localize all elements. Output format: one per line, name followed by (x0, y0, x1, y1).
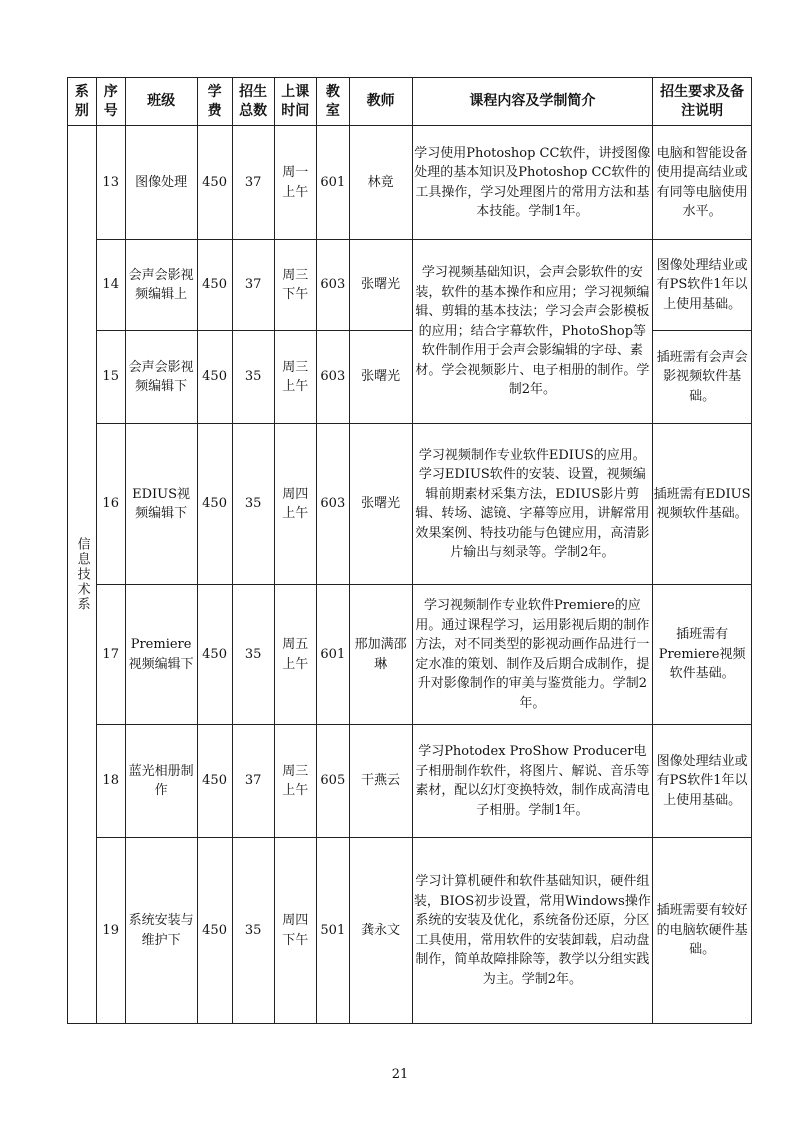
teacher-cell: 张曙光 (349, 240, 412, 331)
time-cell: 周四上午 (274, 424, 316, 585)
class-cell: EDIUS视频编辑下 (125, 424, 197, 585)
fee-cell: 450 (197, 126, 232, 240)
teacher-cell: 张曙光 (349, 424, 412, 585)
room-cell: 601 (316, 585, 349, 725)
header-room: 教室 (316, 78, 349, 126)
fee-cell: 450 (197, 585, 232, 725)
room-cell: 603 (316, 240, 349, 331)
table-row (68, 838, 752, 1024)
room-cell: 603 (316, 424, 349, 585)
table-row (68, 240, 752, 331)
seq-cell: 14 (96, 240, 125, 331)
header-time: 上课时间 (274, 78, 316, 126)
req-cell: 插班需要有较好的电脑软硬件基础。 (653, 838, 752, 1024)
fee-cell: 450 (197, 331, 232, 424)
desc-cell: 学习视频基础知识，会声会影软件的安装，软件的基本操作和应用；学习视频编辑、剪辑的基本技法；学习会声会影模板的应用；结合字幕软件，PhotoShop等软件制作用于会声会影编辑的字母、素材。学会视频影片、电子相册的制作。学制2年。 (412, 240, 653, 424)
table-row (68, 126, 752, 240)
header-quota: 招生总数 (232, 78, 274, 126)
fee-cell: 450 (197, 240, 232, 331)
teacher-cell: 张曙光 (349, 331, 412, 424)
quota-cell: 35 (232, 838, 274, 1024)
header-seq: 序号 (96, 78, 125, 126)
header-fee: 学费 (197, 78, 232, 126)
room-cell: 605 (316, 725, 349, 838)
fee-cell: 450 (197, 725, 232, 838)
course-table (67, 77, 752, 1024)
room-cell: 601 (316, 126, 349, 240)
quota-cell: 35 (232, 424, 274, 585)
header-req: 招生要求及备注说明 (653, 78, 752, 126)
header-class: 班级 (125, 78, 197, 126)
time-cell: 周一上午 (274, 126, 316, 240)
class-cell: Premiere视频编辑下 (125, 585, 197, 725)
department-cell: 信息技术系 (68, 126, 97, 1024)
class-cell: 系统安装与维护下 (125, 838, 197, 1024)
seq-cell: 19 (96, 838, 125, 1024)
teacher-cell: 林竟 (349, 126, 412, 240)
time-cell: 周三上午 (274, 725, 316, 838)
time-cell: 周三上午 (274, 331, 316, 424)
time-cell: 周三下午 (274, 240, 316, 331)
class-cell: 会声会影视频编辑上 (125, 240, 197, 331)
time-cell: 周五上午 (274, 585, 316, 725)
req-cell: 插班需有会声会影视频软件基础。 (653, 331, 752, 424)
table-header-row (68, 78, 752, 126)
class-cell: 会声会影视频编辑下 (125, 331, 197, 424)
req-cell: 插班需有EDIUS视频软件基础。 (653, 424, 752, 585)
req-cell: 插班需有Premiere视频软件基础。 (653, 585, 752, 725)
desc-cell: 学习使用Photoshop CC软件，讲授图像处理的基本知识及Photoshop CC软件的工具操作，学习处理图片的常用方法和基本技能。学制1年。 (412, 126, 653, 240)
quota-cell: 37 (232, 240, 274, 331)
header-teacher: 教师 (349, 78, 412, 126)
class-cell: 蓝光相册制作 (125, 725, 197, 838)
quota-cell: 35 (232, 331, 274, 424)
req-cell: 电脑和智能设备使用提高结业或有同等电脑使用水平。 (653, 126, 752, 240)
teacher-cell: 邢加满邵琳 (349, 585, 412, 725)
quota-cell: 35 (232, 585, 274, 725)
page-number: 21 (391, 1067, 409, 1082)
seq-cell: 15 (96, 331, 125, 424)
fee-cell: 450 (197, 424, 232, 585)
quota-cell: 37 (232, 725, 274, 838)
fee-cell: 450 (197, 838, 232, 1024)
desc-cell: 学习Photodex ProShow Producer电子相册制作软件，将图片、解说、音乐等素材，配以幻灯变换特效，制作成高清电子相册。学制1年。 (412, 725, 653, 838)
seq-cell: 13 (96, 126, 125, 240)
seq-cell: 16 (96, 424, 125, 585)
header-desc: 课程内容及学制简介 (412, 78, 653, 126)
seq-cell: 18 (96, 725, 125, 838)
req-cell: 图像处理结业或有PS软件1年以上使用基础。 (653, 725, 752, 838)
table-row (68, 725, 752, 838)
class-cell: 图像处理 (125, 126, 197, 240)
room-cell: 603 (316, 331, 349, 424)
table-row (68, 585, 752, 725)
desc-cell: 学习视频制作专业软件EDIUS的应用。学习EDIUS软件的安装、设置，视频编辑前期素材采集方法，EDIUS影片剪辑、转场、滤镜、字幕等应用，讲解常用效果案例、特技功能与色键应用，高清影片输出与刻录等。学制2年。 (412, 424, 653, 585)
teacher-cell: 干燕云 (349, 725, 412, 838)
room-cell: 501 (316, 838, 349, 1024)
desc-cell: 学习视频制作专业软件Premiere的应用。通过课程学习，运用影视后期的制作方法，对不同类型的影视动画作品进行一定水准的策划、制作及后期合成制作，提升对影像制作的审美与鉴赏能力。学制2年。 (412, 585, 653, 725)
header-dept: 系别 (68, 78, 97, 126)
time-cell: 周四下午 (274, 838, 316, 1024)
teacher-cell: 龚永文 (349, 838, 412, 1024)
desc-cell: 学习计算机硬件和软件基础知识，硬件组装，BIOS初步设置，常用Windows操作系统的安装及优化，系统备份还原，分区工具使用，常用软件的安装卸载，启动盘制作，简单故障排除等，教学以分组实践为主。学制2年。 (412, 838, 653, 1024)
req-cell: 图像处理结业或有PS软件1年以上使用基础。 (653, 240, 752, 331)
seq-cell: 17 (96, 585, 125, 725)
quota-cell: 37 (232, 126, 274, 240)
table-row (68, 424, 752, 585)
